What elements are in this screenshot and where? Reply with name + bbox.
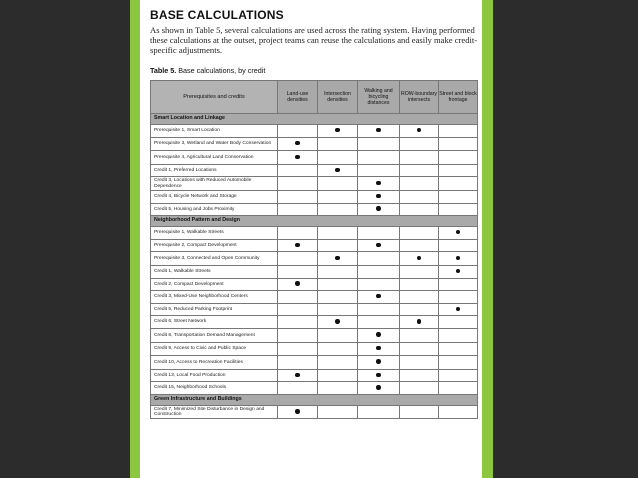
table-caption-text: Base calculations, by credit bbox=[178, 66, 266, 75]
bullet-dot-icon bbox=[417, 128, 422, 133]
bullet-dot-icon bbox=[295, 243, 300, 248]
bullet-dot-icon bbox=[295, 373, 300, 378]
mark-cell bbox=[358, 405, 400, 419]
mark-cell bbox=[358, 177, 400, 191]
credit-name: Credit 6, Street Network bbox=[151, 316, 278, 329]
mark-cell bbox=[400, 303, 439, 316]
mark-cell bbox=[278, 405, 318, 419]
bullet-dot-icon bbox=[376, 294, 381, 299]
mark-cell bbox=[318, 177, 358, 191]
mark-cell bbox=[400, 328, 439, 342]
column-header: Intersection densities bbox=[318, 81, 358, 114]
mark-cell bbox=[358, 190, 400, 203]
mark-cell bbox=[318, 203, 358, 216]
mark-cell bbox=[400, 164, 439, 177]
mark-cell bbox=[400, 177, 439, 191]
credit-name: Credit 1, Preferred Locations bbox=[151, 164, 278, 177]
mark-cell bbox=[358, 356, 400, 370]
mark-cell bbox=[439, 203, 478, 216]
mark-cell bbox=[439, 342, 478, 356]
mark-cell bbox=[278, 137, 318, 151]
mark-cell bbox=[439, 405, 478, 419]
mark-cell bbox=[400, 239, 439, 252]
bullet-dot-icon bbox=[376, 373, 381, 378]
mark-cell bbox=[358, 227, 400, 240]
mark-cell bbox=[439, 177, 478, 191]
mark-cell bbox=[439, 382, 478, 395]
table-row bbox=[151, 190, 478, 203]
bullet-dot-icon bbox=[295, 141, 300, 146]
mark-cell bbox=[358, 316, 400, 329]
credit-name: Credit 5, Housing and Jobs Proximity bbox=[151, 203, 278, 216]
table-row bbox=[151, 252, 478, 266]
mark-cell bbox=[439, 303, 478, 316]
table-row bbox=[151, 137, 478, 151]
mark-cell bbox=[439, 316, 478, 329]
bullet-dot-icon bbox=[335, 168, 340, 173]
section-title: Neighborhood Pattern and Design bbox=[151, 216, 478, 227]
bullet-dot-icon bbox=[417, 256, 422, 261]
table-row bbox=[151, 405, 478, 419]
bullet-dot-icon bbox=[335, 256, 340, 261]
table-row bbox=[151, 125, 478, 138]
table-row bbox=[151, 303, 478, 316]
table-row bbox=[151, 227, 478, 240]
mark-cell bbox=[278, 125, 318, 138]
bullet-dot-icon bbox=[295, 409, 300, 414]
table-row bbox=[151, 316, 478, 329]
mark-cell bbox=[318, 137, 358, 151]
table-row bbox=[151, 291, 478, 304]
mark-cell bbox=[358, 164, 400, 177]
mark-cell bbox=[439, 252, 478, 266]
mark-cell bbox=[400, 291, 439, 304]
base-calculations-table bbox=[150, 80, 478, 419]
table-row bbox=[151, 203, 478, 216]
mark-cell bbox=[358, 278, 400, 291]
mark-cell bbox=[318, 125, 358, 138]
column-header: ROW-boundary intersects bbox=[400, 81, 439, 114]
table-row bbox=[151, 239, 478, 252]
column-header: Land-use densities bbox=[278, 81, 318, 114]
table-row bbox=[151, 177, 478, 191]
credit-name: Credit 1, Walkable Streets bbox=[151, 265, 278, 278]
mark-cell bbox=[439, 265, 478, 278]
table-caption-label: Table 5. bbox=[150, 66, 177, 75]
bullet-dot-icon bbox=[295, 281, 300, 286]
credit-name: Prerequisite 2, Compact Development bbox=[151, 239, 278, 252]
section-title: Green Infrastructure and Buildings bbox=[151, 394, 478, 405]
table-header-row bbox=[151, 81, 478, 114]
section-row bbox=[151, 114, 478, 125]
mark-cell bbox=[358, 342, 400, 356]
mark-cell bbox=[358, 369, 400, 382]
table-row bbox=[151, 278, 478, 291]
mark-cell bbox=[278, 203, 318, 216]
bullet-dot-icon bbox=[417, 319, 422, 324]
credit-name: Credit 7, Minimized Site Disturbance in Design and Construction bbox=[151, 405, 278, 419]
bullet-dot-icon bbox=[335, 128, 340, 133]
bullet-dot-icon bbox=[335, 319, 340, 324]
mark-cell bbox=[400, 125, 439, 138]
bullet-dot-icon bbox=[376, 346, 381, 351]
mark-cell bbox=[439, 278, 478, 291]
mark-cell bbox=[400, 252, 439, 266]
mark-cell bbox=[400, 203, 439, 216]
credit-name: Credit 13, Local Food Production bbox=[151, 369, 278, 382]
table-row bbox=[151, 356, 478, 370]
mark-cell bbox=[278, 342, 318, 356]
table-row bbox=[151, 382, 478, 395]
column-header: Street and block frontage bbox=[439, 81, 478, 114]
credit-name: Credit 4, Bicycle Network and Storage bbox=[151, 190, 278, 203]
section-heading: BASE CALCULATIONS bbox=[150, 8, 284, 22]
credit-name: Prerequisite 1, Walkable Streets bbox=[151, 227, 278, 240]
mark-cell bbox=[278, 252, 318, 266]
mark-cell bbox=[278, 316, 318, 329]
mark-cell bbox=[400, 356, 439, 370]
mark-cell bbox=[278, 328, 318, 342]
mark-cell bbox=[318, 316, 358, 329]
bullet-dot-icon bbox=[376, 332, 381, 337]
credit-name: Credit 15, Neighborhood Schools bbox=[151, 382, 278, 395]
bullet-dot-icon bbox=[376, 359, 381, 364]
bullet-dot-icon bbox=[376, 385, 381, 390]
mark-cell bbox=[278, 151, 318, 165]
table-body bbox=[151, 114, 478, 419]
bullet-dot-icon bbox=[456, 307, 461, 312]
mark-cell bbox=[318, 227, 358, 240]
mark-cell bbox=[278, 382, 318, 395]
table-row bbox=[151, 342, 478, 356]
mark-cell bbox=[318, 190, 358, 203]
credit-name: Credit 8, Transportation Demand Management bbox=[151, 328, 278, 342]
credit-name: Prerequisite 3, Wetland and Water Body Conservation bbox=[151, 137, 278, 151]
section-row bbox=[151, 216, 478, 227]
mark-cell bbox=[358, 252, 400, 266]
bullet-dot-icon bbox=[376, 181, 381, 186]
mark-cell bbox=[439, 328, 478, 342]
bullet-dot-icon bbox=[376, 128, 381, 133]
column-header: Walking and bicycling distances bbox=[358, 81, 400, 114]
credit-name: Credit 2, Compact Development bbox=[151, 278, 278, 291]
bullet-dot-icon bbox=[376, 243, 381, 248]
credit-name: Credit 5, Reduced Parking Footprint bbox=[151, 303, 278, 316]
credit-name: Credit 10, Access to Recreation Facilities bbox=[151, 356, 278, 370]
mark-cell bbox=[439, 125, 478, 138]
mark-cell bbox=[439, 369, 478, 382]
mark-cell bbox=[318, 278, 358, 291]
credit-name: Credit 3, Mixed-Use Neighborhood Centers bbox=[151, 291, 278, 304]
mark-cell bbox=[278, 265, 318, 278]
bullet-dot-icon bbox=[295, 155, 300, 160]
mark-cell bbox=[278, 278, 318, 291]
mark-cell bbox=[439, 190, 478, 203]
bullet-dot-icon bbox=[456, 256, 461, 261]
mark-cell bbox=[400, 151, 439, 165]
mark-cell bbox=[318, 405, 358, 419]
mark-cell bbox=[358, 137, 400, 151]
mark-cell bbox=[400, 316, 439, 329]
mark-cell bbox=[400, 265, 439, 278]
mark-cell bbox=[358, 291, 400, 304]
mark-cell bbox=[358, 328, 400, 342]
mark-cell bbox=[358, 382, 400, 395]
column-header: Prerequisites and credits bbox=[151, 81, 278, 114]
mark-cell bbox=[358, 151, 400, 165]
mark-cell bbox=[400, 405, 439, 419]
credit-name: Prerequisite 4, Agricultural Land Conservation bbox=[151, 151, 278, 165]
intro-paragraph: As shown in Table 5, several calculations are used across the rating system. Having performed these calculations at the outset, project teams can reuse the calculations and easily make credit-specific adjustments. bbox=[150, 25, 478, 55]
mark-cell bbox=[439, 164, 478, 177]
mark-cell bbox=[400, 382, 439, 395]
credit-name: Credit 9, Access to Civic and Public Space bbox=[151, 342, 278, 356]
mark-cell bbox=[358, 203, 400, 216]
section-row bbox=[151, 394, 478, 405]
mark-cell bbox=[400, 227, 439, 240]
mark-cell bbox=[358, 239, 400, 252]
section-title: Smart Location and Linkage bbox=[151, 114, 478, 125]
mark-cell bbox=[439, 151, 478, 165]
mark-cell bbox=[439, 291, 478, 304]
credit-name: Credit 3, Locations with Reduced Automobile Dependence bbox=[151, 177, 278, 191]
bullet-dot-icon bbox=[376, 206, 381, 211]
mark-cell bbox=[318, 239, 358, 252]
table-row bbox=[151, 369, 478, 382]
mark-cell bbox=[439, 239, 478, 252]
mark-cell bbox=[278, 177, 318, 191]
mark-cell bbox=[278, 356, 318, 370]
mark-cell bbox=[278, 190, 318, 203]
mark-cell bbox=[278, 291, 318, 304]
mark-cell bbox=[318, 151, 358, 165]
table-caption bbox=[150, 66, 265, 75]
mark-cell bbox=[400, 342, 439, 356]
mark-cell bbox=[278, 164, 318, 177]
mark-cell bbox=[318, 164, 358, 177]
mark-cell bbox=[318, 342, 358, 356]
bullet-dot-icon bbox=[376, 194, 381, 199]
mark-cell bbox=[358, 125, 400, 138]
document-page bbox=[140, 0, 482, 478]
mark-cell bbox=[400, 190, 439, 203]
mark-cell bbox=[318, 328, 358, 342]
mark-cell bbox=[400, 278, 439, 291]
mark-cell bbox=[358, 303, 400, 316]
mark-cell bbox=[318, 382, 358, 395]
mark-cell bbox=[318, 265, 358, 278]
mark-cell bbox=[400, 137, 439, 151]
mark-cell bbox=[400, 369, 439, 382]
mark-cell bbox=[318, 252, 358, 266]
mark-cell bbox=[318, 291, 358, 304]
table-row bbox=[151, 328, 478, 342]
mark-cell bbox=[278, 369, 318, 382]
mark-cell bbox=[278, 239, 318, 252]
bullet-dot-icon bbox=[456, 230, 461, 235]
table-row bbox=[151, 151, 478, 165]
mark-cell bbox=[318, 369, 358, 382]
credit-name: Prerequisite 1, Smart Location bbox=[151, 125, 278, 138]
credit-name: Prerequisite 3, Connected and Open Community bbox=[151, 252, 278, 266]
mark-cell bbox=[358, 265, 400, 278]
mark-cell bbox=[439, 356, 478, 370]
table-row bbox=[151, 164, 478, 177]
mark-cell bbox=[278, 227, 318, 240]
table-row bbox=[151, 265, 478, 278]
mark-cell bbox=[278, 303, 318, 316]
bullet-dot-icon bbox=[456, 269, 461, 274]
mark-cell bbox=[439, 227, 478, 240]
mark-cell bbox=[318, 303, 358, 316]
mark-cell bbox=[318, 356, 358, 370]
mark-cell bbox=[439, 137, 478, 151]
